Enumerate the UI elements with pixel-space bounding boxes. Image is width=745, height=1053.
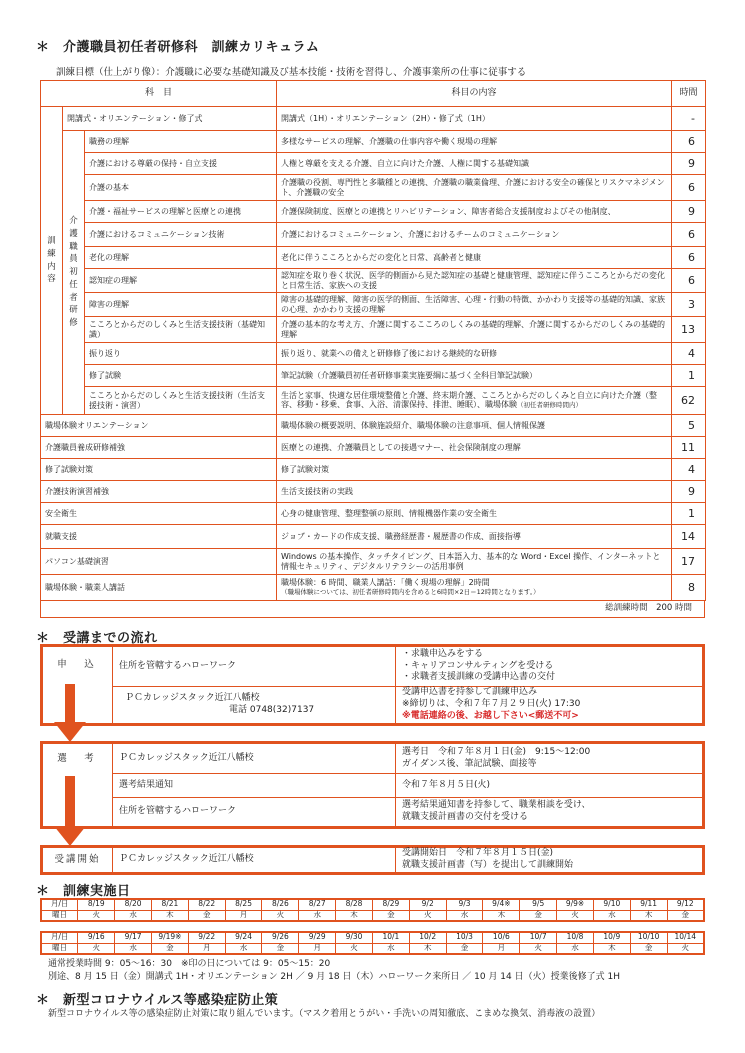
subject-cell: 職場体験オリエンテーション <box>41 415 277 437</box>
content-cell: 振り返り、就業への備えと研修修了後における継続的な研修 <box>277 343 672 365</box>
hours-cell: 4 <box>672 459 706 481</box>
curriculum-row <box>41 131 706 153</box>
application-label: 申 込 <box>43 647 113 724</box>
schedule-date: 9/2 <box>409 899 446 910</box>
content-cell: 修了試験対策 <box>277 459 672 481</box>
schedule-date: 10/8 <box>557 932 594 943</box>
schedule-note-1: 通常授業時間 9：05～16：30 ※印の日については 9：05～15：20 <box>48 959 331 969</box>
schedule-weekday: 木 <box>336 910 373 921</box>
curriculum-row <box>41 415 706 437</box>
schedule-weekday: 火 <box>336 943 373 954</box>
subject-cell: 介護におけるコミュニケーション技術 <box>85 223 277 247</box>
curriculum-row <box>41 223 706 247</box>
subject-cell: 職務の理解 <box>85 131 277 153</box>
schedule-weekday: 金 <box>372 910 409 921</box>
curriculum-row <box>41 575 706 601</box>
col-header-hours: 時間 <box>672 81 706 107</box>
hours-cell: 1 <box>672 503 706 525</box>
curriculum-row <box>41 293 706 317</box>
hours-cell: 3 <box>672 293 706 317</box>
schedule-date: 9/17 <box>115 932 152 943</box>
application-hw: 住所を管轄するハローワーク <box>113 647 396 687</box>
hours-cell: 6 <box>672 131 706 153</box>
schedule-date: 9/11 <box>630 899 667 910</box>
schedule-date: 9/26 <box>262 932 299 943</box>
col-header-subject: 科 目 <box>41 81 277 107</box>
schedule-date: 9/3 <box>446 899 483 910</box>
schedule-date: 10/2 <box>409 932 446 943</box>
curriculum-row <box>41 175 706 201</box>
schedule-weekday: 木 <box>593 943 630 954</box>
schedule-date: 10/1 <box>372 932 409 943</box>
schedule-weekday: 水 <box>225 943 262 954</box>
subject-cell: 認知症の理解 <box>85 269 277 293</box>
schedule-weekday: 火 <box>667 943 704 954</box>
schedule-date: 9/9※ <box>557 899 594 910</box>
schedule-date: 8/28 <box>336 899 373 910</box>
subject-cell: こころとからだのしくみと生活支援技術（基礎知識） <box>85 317 277 343</box>
hours-cell: 6 <box>672 223 706 247</box>
schedule-date: 8/22 <box>188 899 225 910</box>
subject-cell: 障害の理解 <box>85 293 277 317</box>
subject-cell: こころとからだのしくみと生活支援技術（生活支援技術・演習） <box>85 387 277 415</box>
schedule-date: 8/25 <box>225 899 262 910</box>
curriculum-row <box>41 365 706 387</box>
covid-text: 新型コロナウイルス等の感染症防止対策に取り組んでいます。（マスク着用とうがい・手洗いの周知徹底、こまめな換気、消毒液の設置） <box>48 1009 601 1019</box>
hours-cell: 6 <box>672 175 706 201</box>
schedule-date: 10/7 <box>520 932 557 943</box>
schedule-weekday: 水 <box>372 943 409 954</box>
arrow-down-icon <box>50 684 90 744</box>
curriculum-row <box>41 201 706 223</box>
selection-result: 選考結果通知 <box>113 774 396 798</box>
selection-box <box>40 741 705 829</box>
schedule-date: 8/20 <box>115 899 152 910</box>
content-cell: 介護職の役割、専門性と多職種との連携、介護職の職業倫理、介護における安全の確保とリスクマネジメント、介護職の安全 <box>277 175 672 201</box>
schedule-weekday: 月 <box>188 943 225 954</box>
schedule-date: 9/5 <box>520 899 557 910</box>
hours-cell: 9 <box>672 201 706 223</box>
subject-cell: 開講式・オリエンテーション・修了式 <box>63 107 277 131</box>
curriculum-row <box>41 317 706 343</box>
schedule-week1 <box>40 898 705 922</box>
schedule-date: 10/10 <box>630 932 667 943</box>
content-cell: 生活と家事、快適な居住環境整備と介護、終末期介護、こころとからだのしくみと自立に向けた介護（整容、移動・移乗、食事、入浴、清潔保持、排泄、睡眠）、職場体験（初任者研修時間内） <box>277 387 672 415</box>
content-cell: 障害の基礎的理解、障害の医学的側面、生活障害、心理・行動の特徴、かかわり支援等の基礎的知識、家族の心理、かかわり支援の理解 <box>277 293 672 317</box>
content-cell: 生活支援技術の実践 <box>277 481 672 503</box>
schedule-weekday: 火 <box>78 943 115 954</box>
schedule-weekday: 金 <box>630 943 667 954</box>
selection-school-items: 選考日 令和７年８月１日(金) 9:15～12:00 ガイダンス後、筆記試験、面接等 <box>396 744 703 774</box>
schedule-weekday: 水 <box>115 943 152 954</box>
subject-cell: 介護技術演習補強 <box>41 481 277 503</box>
inner-label: 介 護 職 員 初 任 者 研 修 <box>63 131 85 415</box>
hours-cell: - <box>672 107 706 131</box>
subject-cell: 介護の基本 <box>85 175 277 201</box>
row-label-weekday: 曜日 <box>41 943 78 954</box>
row-label-weekday: 曜日 <box>41 910 78 921</box>
flow-heading: ＊ 受講までの流れ <box>36 631 158 646</box>
schedule-date: 9/22 <box>188 932 225 943</box>
subject-cell: 介護・福祉サービスの理解と医療との連携 <box>85 201 277 223</box>
schedule-date: 9/12 <box>667 899 704 910</box>
schedule-weekday: 水 <box>557 943 594 954</box>
hours-cell: 6 <box>672 247 706 269</box>
selection-hw: 住所を管轄するハローワーク <box>113 798 396 827</box>
content-cell: 心身の健康管理、整理整頓の原則、情報機器作業の安全衛生 <box>277 503 672 525</box>
hours-cell: 17 <box>672 549 706 575</box>
content-cell: 多様なサービスの理解、介護職の仕事内容や働く現場の理解 <box>277 131 672 153</box>
schedule-weekday: 木 <box>483 910 520 921</box>
hours-cell: 14 <box>672 525 706 549</box>
training-goal: 訓練目標（仕上がり像）：介護職に必要な基礎知識及び基本技能・技術を習得し、介護事業所の仕事に従事する <box>56 67 527 78</box>
subject-cell: 振り返り <box>85 343 277 365</box>
schedule-date: 9/16 <box>78 932 115 943</box>
curriculum-row <box>41 343 706 365</box>
schedule-weekday: 月 <box>483 943 520 954</box>
content-cell: 筆記試験（介護職員初任者研修事業実施要綱に基づく全科目筆記試験） <box>277 365 672 387</box>
schedule-weekday: 金 <box>151 943 188 954</box>
schedule-note-2: 別途、8 月 15 日（金）開講式 1H・オリエンテーション 2H ／ 9 月 18 日（木）ハローワーク来所日 ／ 10 月 14 日（火）授業後修了式 1H <box>48 972 620 982</box>
start-items: 受講開始日 令和７年８月１５日(金) 就職支援計画書（写）を提出して訓練開始 <box>396 848 703 873</box>
selection-result-date: 令和７年８月５日(火) <box>396 774 703 798</box>
content-cell: 介護の基本的な考え方、介護に関するこころのしくみの基礎的理解、介護に関するからだのしくみの基礎的理解 <box>277 317 672 343</box>
schedule-weekday: 金 <box>520 910 557 921</box>
schedule-date: 8/21 <box>151 899 188 910</box>
start-school: ＰＣカレッジスタック近江八幡校 <box>113 848 396 873</box>
content-cell: 介護保険制度、医療との連携とリハビリテーション、障害者総合支援制度およびその他制度、 <box>277 201 672 223</box>
curriculum-row <box>41 107 706 131</box>
schedule-date: 9/19※ <box>151 932 188 943</box>
content-cell: 開講式（1H）・オリエンテーション（2H）・修了式（1H） <box>277 107 672 131</box>
curriculum-row <box>41 269 706 293</box>
subject-cell: 就職支援 <box>41 525 277 549</box>
schedule-weekday: 金 <box>188 910 225 921</box>
schedule-date: 10/3 <box>446 932 483 943</box>
schedule-weekday: 月 <box>225 910 262 921</box>
schedule-date: 10/14 <box>667 932 704 943</box>
hours-cell: 13 <box>672 317 706 343</box>
content-cell: 人権と尊厳を支える介護、自立に向けた介護、人権に関する基礎知識 <box>277 153 672 175</box>
schedule-date: 10/6 <box>483 932 520 943</box>
hours-cell: 5 <box>672 415 706 437</box>
subject-cell: 介護における尊厳の保持・自立支援 <box>85 153 277 175</box>
application-school-items: 受講申込書を持参して訓練申込み ※締切りは、令和７年７月２９日(火) 17:30 ※電話連絡の後、お越し下さい<郵送不可> <box>396 687 703 724</box>
schedule-weekday: 月 <box>299 943 336 954</box>
curriculum-row <box>41 387 706 415</box>
hours-cell: 9 <box>672 153 706 175</box>
schedule-weekday: 火 <box>409 910 446 921</box>
schedule-date: 9/29 <box>299 932 336 943</box>
col-header-content: 科目の内容 <box>277 81 672 107</box>
curriculum-row <box>41 525 706 549</box>
schedule-date: 9/30 <box>336 932 373 943</box>
hours-cell: 11 <box>672 437 706 459</box>
hours-cell: 6 <box>672 269 706 293</box>
subject-cell: 老化の理解 <box>85 247 277 269</box>
schedule-date: 9/24 <box>225 932 262 943</box>
outer-label: 訓 練 内 容 <box>41 107 63 415</box>
row-label-date: 月/日 <box>41 899 78 910</box>
subject-cell: 介護職員養成研修補強 <box>41 437 277 459</box>
schedule-weekday: 木 <box>151 910 188 921</box>
schedule-weekday: 金 <box>667 910 704 921</box>
schedule-date: 9/4※ <box>483 899 520 910</box>
hours-cell: 4 <box>672 343 706 365</box>
hours-cell: 62 <box>672 387 706 415</box>
schedule-weekday: 水 <box>299 910 336 921</box>
subject-cell: 修了試験対策 <box>41 459 277 481</box>
total-hours: 総訓練時間 200 時間 <box>40 600 705 618</box>
curriculum-row <box>41 503 706 525</box>
start-label: 受講開始 <box>43 848 113 873</box>
schedule-weekday: 火 <box>262 910 299 921</box>
application-school: ＰＣカレッジスタック近江八幡校 電話 0748(32)7137 <box>113 687 396 724</box>
schedule-weekday: 金 <box>262 943 299 954</box>
schedule-date: 9/10 <box>593 899 630 910</box>
curriculum-row <box>41 247 706 269</box>
hours-cell: 8 <box>672 575 706 601</box>
curriculum-row <box>41 459 706 481</box>
content-cell: 職場体験の概要説明、体験施設紹介、職場体験の注意事項、個人情報保護 <box>277 415 672 437</box>
content-cell: 職場体験：6 時間、職業人講話：「働く現場の理解」2時間 （職場体験については、初任者研修時間内を含めると6時間×2日＝12時間となります。） <box>277 575 672 601</box>
subject-cell: 職場体験・職業人講話 <box>41 575 277 601</box>
schedule-week2 <box>40 931 705 955</box>
schedule-date: 8/26 <box>262 899 299 910</box>
arrow-down-icon <box>50 776 90 848</box>
schedule-date: 8/27 <box>299 899 336 910</box>
curriculum-row <box>41 549 706 575</box>
curriculum-row <box>41 153 706 175</box>
start-box <box>40 845 705 875</box>
schedule-heading: ＊ 訓練実施日 <box>36 884 131 899</box>
content-cell: 医療との連携、介護職員としての接遇マナー、社会保険制度の理解 <box>277 437 672 459</box>
hours-cell: 1 <box>672 365 706 387</box>
schedule-weekday: 木 <box>409 943 446 954</box>
content-cell: Windows の基本操作、タッチタイピング、日本語入力、基本的な Word・Excel 操作、インターネットと情報セキュリティ、デジタルリテラシーの活用事例 <box>277 549 672 575</box>
schedule-weekday: 水 <box>115 910 152 921</box>
application-box <box>40 644 705 726</box>
schedule-date: 8/29 <box>372 899 409 910</box>
subject-cell: 安全衛生 <box>41 503 277 525</box>
curriculum-table <box>40 80 706 601</box>
schedule-weekday: 火 <box>520 943 557 954</box>
schedule-weekday: 水 <box>593 910 630 921</box>
schedule-date: 10/9 <box>593 932 630 943</box>
schedule-weekday: 木 <box>630 910 667 921</box>
content-cell: 介護におけるコミュニケーション、介護におけるチームのコミュニケーション <box>277 223 672 247</box>
schedule-weekday: 金 <box>446 943 483 954</box>
selection-school: ＰＣカレッジスタック近江八幡校 <box>113 744 396 774</box>
subject-cell: パソコン基礎演習 <box>41 549 277 575</box>
schedule-weekday: 火 <box>78 910 115 921</box>
hours-cell: 9 <box>672 481 706 503</box>
curriculum-heading: ＊ 介護職員初任者研修科 訓練カリキュラム <box>36 40 320 55</box>
row-label-date: 月/日 <box>41 932 78 943</box>
content-cell: ジョブ・カードの作成支援、職務経歴書・履歴書の作成、面接指導 <box>277 525 672 549</box>
selection-hw-items: 選考結果通知書を持参して、職業相談を受け、 就職支援計画書の交付を受ける <box>396 798 703 827</box>
curriculum-row <box>41 437 706 459</box>
content-cell: 認知症を取り巻く状況、医学的側面から見た認知症の基礎と健康管理、認知症に伴うこころとからだの変化と日常生活、家族への支援 <box>277 269 672 293</box>
curriculum-row <box>41 481 706 503</box>
schedule-weekday: 火 <box>557 910 594 921</box>
schedule-date: 8/19 <box>78 899 115 910</box>
content-cell: 老化に伴うこころとからだの変化と日常、高齢者と健康 <box>277 247 672 269</box>
subject-cell: 修了試験 <box>85 365 277 387</box>
covid-heading: ＊ 新型コロナウイルス等感染症防止策 <box>36 993 279 1008</box>
selection-label: 選 考 <box>43 744 113 827</box>
application-hw-items: ・求職申込みをする ・キャリアコンサルティングを受ける ・求職者支援訓練の受講申込書の交付 <box>396 647 703 687</box>
schedule-weekday: 水 <box>446 910 483 921</box>
